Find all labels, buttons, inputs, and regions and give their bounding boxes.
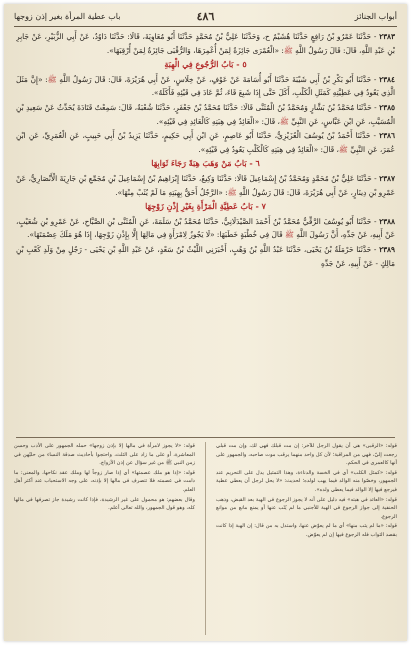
salawat-glyph: ﷺ [284, 230, 294, 240]
commentary-column-left [14, 442, 195, 635]
hadith-number: ٢٣٨٣ [379, 32, 395, 41]
hadith-2389: ٢٣٨٩ - حَدَّثَنَا حَرْمَلَةُ بْنُ يَحْيَى، حَدَّثَنَا عَبْدُ اللَّهِ بْنُ وَهْبٍ، أَخْبَرَنِي اللَّيْثُ بْنُ سَعْدٍ، عَنْ عَبْدِ اللَّهِ بْنِ يَحْيَى - رَجُلٍ مِنْ وَلَدِ كَعْبِ بْنِ مَالِكٍ - عَنْ أَبِيهِ، عَنْ جَدِّهِ [16, 244, 395, 268]
commentary-paragraph: قوله: «ما لم يثب منها» أي ما لم يعوّض عنها، واستدل به من قال: إن الهبة إذا كانت بقصد الثواب فله الرجوع فيها إن لم يعوّض. [216, 523, 397, 538]
running-head-section: أبواب الجنائز [354, 12, 397, 21]
hadith-number: ٢٣٨٥ [379, 102, 395, 112]
hadith-isnad: حَدَّثَنَا عَمْرُو بْنُ رَافِعٍ حَدَّثَنَا هُشَيْمٌ ح، وَحَدَّثَنَا عَلِيُّ بْنُ مُحَمَّدٍ حَدَّثَنَا أَبُو مُعَاوِيَةَ، قَالَا: حَدَّثَنَا دَاوُدُ، عَنْ أَبِي الزُّبَيْرِ، عَنْ جَابِرِ بْنِ عَبْدِ اللَّهِ، قَالَ: قَالَ رَسُولُ اللَّهِ [16, 32, 395, 55]
salawat-glyph: ﷺ [227, 187, 237, 197]
running-head [14, 10, 397, 24]
hadith-isnad: حَدَّثَنَا مُحَمَّدُ بْنُ بَشَّارٍ وَمُحَمَّدُ بْنُ الْمُثَنَّى قَالَا: حَدَّثَنَا مُحَمَّدُ بْنُ جَعْفَرٍ، حَدَّثَنَا شُعْبَةُ، قَالَ: سَمِعْتُ قَتَادَةَ يُحَدِّثُ عَنْ سَعِيدِ بْنِ الْمُسَيَّبِ، عَنِ ابْنِ عَبَّاسٍ، عَنِ النَّبِيِّ [16, 102, 395, 126]
hadith-2383: ٢٣٨٣ - حَدَّثَنَا عَمْرُو بْنُ رَافِعٍ حَدَّثَنَا هُشَيْمٌ ح، وَحَدَّثَنَا عَلِيُّ بْنُ مُحَمَّدٍ حَدَّثَنَا أَبُو مُعَاوِيَةَ، قَالَا: حَدَّثَنَا دَاوُدُ، عَنْ أَبِي الزُّبَيْرِ، عَنْ جَابِرِ بْنِ عَبْدِ اللَّهِ، قَالَ: قَالَ رَسُولُ اللَّهِ ﷺ: «الْعُمْرَى جَائِزَةٌ لِمَنْ أُعْمِرَهَا، وَالرُّقْبَى جَائِزَةٌ لِمَنْ أُرْقِبَهَا». [16, 32, 395, 55]
hadith-number: ٢٣٨٧ [379, 173, 395, 183]
page-number: ٤٨٦ [196, 10, 215, 23]
commentary-paragraph: قوله: «العائد في هبته» فيه دليل على أنه لا يجوز الرجوع في الهبة بعد القبض، وذهب الحنفية إلى جواز الرجوع في الهبة للأجنبي ما لم يُثَب عنها أو يمنع مانع من موانع الرجوع. [216, 496, 397, 520]
chapter-heading: ٦ - بَابُ مَنْ وَهَبَ هِبَةً رَجَاءَ ثَوَابِهَا [151, 158, 260, 169]
commentary-paragraph: قوله: «لا يجوز لامرأة في مالها إلا بإذن زوجها» حمله الجمهور على الأدب وحسن المعاشرة، أو على ما زاد على الثلث، واحتجوا بأحاديث صدقة النساء من حليّهن في زمن النبي ﷺ من غير سؤال عن إذن الأزواج. [14, 443, 195, 467]
header-rule [14, 26, 397, 27]
hadith-matn: ، قَالَ: «الْعَائِدُ فِي هِبَتِهِ كَالْعَائِدِ فِي قَيْئِهِ». [156, 116, 280, 126]
hadith-matn: : «إِنَّ مَثَلَ الَّذِي يَعُودُ فِي عَطِيَّتِهِ كَمَثَلِ الْكَلْبِ، أَكَلَ حَتَّى إِذَا شَبِعَ قَاءَ، ثُمَّ عَادَ فِي قَيْئِهِ فَأَكَلَهُ». [16, 74, 395, 98]
chapter-heading: ٥ - بَابُ الرُّجُوعِ فِي الْهِبَةِ [164, 59, 247, 70]
hadith-number: ٢٣٨٤ [379, 74, 395, 84]
commentary-footnotes [14, 442, 397, 635]
hadith-2387: ٢٣٨٧ - حَدَّثَنَا عَلِيُّ بْنُ مُحَمَّدٍ وَمُحَمَّدُ بْنُ إِسْمَاعِيلَ قَالَا: حَدَّثَنَا وَكِيعٌ، حَدَّثَنَا إِبْرَاهِيمُ بْنُ إِسْمَاعِيلَ بْنِ مُجَمِّعِ بْنِ جَارِيَةَ الْأَنْصَارِيُّ، عَنْ عَمْرِو بْنِ دِينَارٍ، عَنْ أَبِي هُرَيْرَةَ، قَالَ: قَالَ رَسُولُ اللَّهِ ﷺ: «الرَّجُلُ أَحَقُّ بِهِبَتِهِ مَا لَمْ يُثَبْ مِنْهَا». [16, 173, 395, 197]
hadith-2388: ٢٣٨٨ - حَدَّثَنَا أَبُو يُوسُفَ الرَّقِّيُّ مُحَمَّدُ بْنُ أَحْمَدَ الصَّيْدَلَانِيُّ، حَدَّثَنَا مُحَمَّدُ بْنُ سَلَمَةَ، عَنِ الْمُثَنَّى بْنِ الصَّبَّاحِ، عَنْ عَمْرِو بْنِ شُعَيْبٍ، عَنْ أَبِيهِ، عَنْ جَدِّهِ، أَنَّ رَسُولَ اللَّهِ ﷺ قَالَ فِي خُطْبَةٍ خَطَبَهَا: «لَا يَجُوزُ لِامْرَأَةٍ فِي مَالِهَا إِلَّا بِإِذْنِ زَوْجِهَا، إِذَا هُوَ مَلَكَ عِصْمَتَهَا». [16, 216, 395, 240]
hadith-number: ٢٣٨٩ [379, 244, 395, 254]
hadith-isnad: حَدَّثَنَا أَحْمَدُ بْنُ يُوسُفَ الْعُزَيْزِيُّ، حَدَّثَنَا أَبُو عَاصِمٍ، عَنِ ابْنِ أَبِي حَكِيمٍ، حَدَّثَنَا يَزِيدُ بْنُ أَبِي حَبِيبٍ، عَنِ الْعُمَرِيِّ، عَنِ ابْنِ عُمَرَ، عَنِ النَّبِيِّ [16, 131, 395, 154]
salawat-glyph: ﷺ [338, 144, 348, 154]
salawat-glyph: ﷺ [283, 45, 293, 55]
hadith-matn: ، قَالَ: «الْعَائِدُ فِي هِبَتِهِ كَالْكَلْبِ يَعُودُ فِي قَيْئِهِ». [198, 144, 339, 154]
footnote-separator [16, 437, 395, 438]
hadith-matn: : «الْعُمْرَى جَائِزَةٌ لِمَنْ أُعْمِرَهَا، وَالرُّقْبَى جَائِزَةٌ لِمَنْ أُرْقِبَهَا». [106, 45, 284, 55]
hadith-matn: : «الرَّجُلُ أَحَقُّ بِهِبَتِهِ مَا لَمْ يُثَبْ مِنْهَا». [115, 187, 228, 197]
commentary-column-right [216, 442, 397, 635]
hadith-2385: ٢٣٨٥ - حَدَّثَنَا مُحَمَّدُ بْنُ بَشَّارٍ وَمُحَمَّدُ بْنُ الْمُثَنَّى قَالَا: حَدَّثَنَا مُحَمَّدُ بْنُ جَعْفَرٍ، حَدَّثَنَا شُعْبَةُ، قَالَ: سَمِعْتُ قَتَادَةَ يُحَدِّثُ عَنْ سَعِيدِ بْنِ الْمُسَيَّبِ، عَنِ ابْنِ عَبَّاسٍ، عَنِ النَّبِيِّ ﷺ، قَالَ: «الْعَائِدُ فِي هِبَتِهِ كَالْعَائِدِ فِي قَيْئِهِ». [16, 102, 395, 126]
running-head-chapter: باب عطية المرأة بغير إذن زوجها [14, 12, 121, 21]
hadith-isnad: حَدَّثَنَا أَبُو يُوسُفَ الرَّقِّيُّ مُحَمَّدُ بْنُ أَحْمَدَ الصَّيْدَلَانِيُّ، حَدَّثَنَا مُحَمَّدُ بْنُ سَلَمَةَ، عَنِ الْمُثَنَّى بْنِ الصَّبَّاحِ، عَنْ عَمْرِو بْنِ شُعَيْبٍ، عَنْ أَبِيهِ، عَنْ جَدِّهِ، أَنَّ رَسُولَ اللَّهِ [16, 216, 395, 240]
hadith-number: ٢٣٨٨ [379, 216, 395, 226]
hadith-number: ٢٣٨٦ [379, 131, 395, 141]
commentary-paragraph: وقال بعضهم: هو محمول على غير الرشيدة، فإذا كانت رشيدة جاز تصرفها في مالها كله، وهو قول الجمهور، والله تعالى أعلم. [14, 496, 195, 512]
hadith-2386: ٢٣٨٦ - حَدَّثَنَا أَحْمَدُ بْنُ يُوسُفَ الْعُزَيْزِيُّ، حَدَّثَنَا أَبُو عَاصِمٍ، عَنِ ابْنِ أَبِي حَكِيمٍ، حَدَّثَنَا يَزِيدُ بْنُ أَبِي حَبِيبٍ، عَنِ الْعُمَرِيِّ، عَنِ ابْنِ عُمَرَ، عَنِ النَّبِيِّ ﷺ، قَالَ: «الْعَائِدُ فِي هِبَتِهِ كَالْكَلْبِ يَعُودُ فِي قَيْئِهِ». [16, 131, 395, 154]
hadith-isnad: حَدَّثَنَا حَرْمَلَةُ بْنُ يَحْيَى، حَدَّثَنَا عَبْدُ اللَّهِ بْنُ وَهْبٍ، أَخْبَرَنِي اللَّيْثُ بْنُ سَعْدٍ، عَنْ عَبْدِ اللَّهِ بْنِ يَحْيَى - رَجُلٍ مِنْ وَلَدِ كَعْبِ بْنِ مَالِكٍ - عَنْ أَبِيهِ، عَنْ جَدِّهِ [16, 244, 395, 268]
hadith-isnad: حَدَّثَنَا عَلِيُّ بْنُ مُحَمَّدٍ وَمُحَمَّدُ بْنُ إِسْمَاعِيلَ قَالَا: حَدَّثَنَا وَكِيعٌ، حَدَّثَنَا إِبْرَاهِيمُ بْنُ إِسْمَاعِيلَ بْنِ مُجَمِّعِ بْنِ جَارِيَةَ الْأَنْصَارِيُّ، عَنْ عَمْرِو بْنِ دِينَارٍ، عَنْ أَبِي هُرَيْرَةَ، قَالَ: قَالَ رَسُولُ اللَّهِ [16, 173, 395, 197]
salawat-glyph: ﷺ [47, 74, 57, 84]
hadith-matn: قَالَ فِي خُطْبَةٍ خَطَبَهَا: «لَا يَجُوزُ لِامْرَأَةٍ فِي مَالِهَا إِلَّا بِإِذْنِ زَوْجِهَا، إِذَا هُوَ مَلَكَ عِصْمَتَهَا». [27, 230, 285, 240]
book-page [4, 4, 407, 641]
commentary-paragraph: قوله: «كمثل الكلب» أي في الخسة والدناءة، وهذا التمثيل يدل على التحريم عند الجمهور، وخصّوا منه الوالد فيما يهب لولده؛ لحديث: «لا يحل لرجل أن يعطي عطية فيرجع فيها إلا الوالد فيما يعطي ولده». [216, 469, 397, 493]
commentary-paragraph: قوله: «الرقبى» هي أن يقول الرجل للآخر: إن مت قبلك فهي لك، وإن مت قبلي رجعت إليّ، فهي من المراقبة؛ لأن كل واحد منهما يرقب موت صاحبه، والجمهور على أنها كالعمرى في الحكم. [216, 443, 397, 467]
hadith-isnad: حَدَّثَنَا أَبُو بَكْرِ بْنُ أَبِي شَيْبَةَ حَدَّثَنَا أَبُو أُسَامَةَ عَنْ عَوْفٍ، عَنْ خِلَاسٍ، عَنْ أَبِي هُرَيْرَةَ، قَالَ: قَالَ رَسُولُ اللَّهِ [59, 74, 372, 84]
hadith-2384: ٢٣٨٤ - حَدَّثَنَا أَبُو بَكْرِ بْنُ أَبِي شَيْبَةَ حَدَّثَنَا أَبُو أُسَامَةَ عَنْ عَوْفٍ، عَنْ خِلَاسٍ، عَنْ أَبِي هُرَيْرَةَ، قَالَ: قَالَ رَسُولُ اللَّهِ ﷺ: «إِنَّ مَثَلَ الَّذِي يَعُودُ فِي عَطِيَّتِهِ كَمَثَلِ الْكَلْبِ، أَكَلَ حَتَّى إِذَا شَبِعَ قَاءَ، ثُمَّ عَادَ فِي قَيْئِهِ فَأَكَلَهُ». [16, 74, 395, 98]
column-divider [205, 442, 206, 635]
commentary-paragraph: قوله: «إذا هو ملك عصمتها» أي إذا صار زوجاً لها وملك عقد نكاحها، والمعنى: ما دامت في عصمته فلا تتصرف في مالها إلا بإذنه، على وجه الاستحباب عند أكثر أهل العلم. [14, 469, 195, 493]
hadith-text [16, 30, 395, 430]
chapter-heading: ٧ - بَابُ عَطِيَّةِ الْمَرْأَةِ بِغَيْرِ إِذْنِ زَوْجِهَا [145, 201, 266, 212]
salawat-glyph: ﷺ [279, 116, 289, 126]
